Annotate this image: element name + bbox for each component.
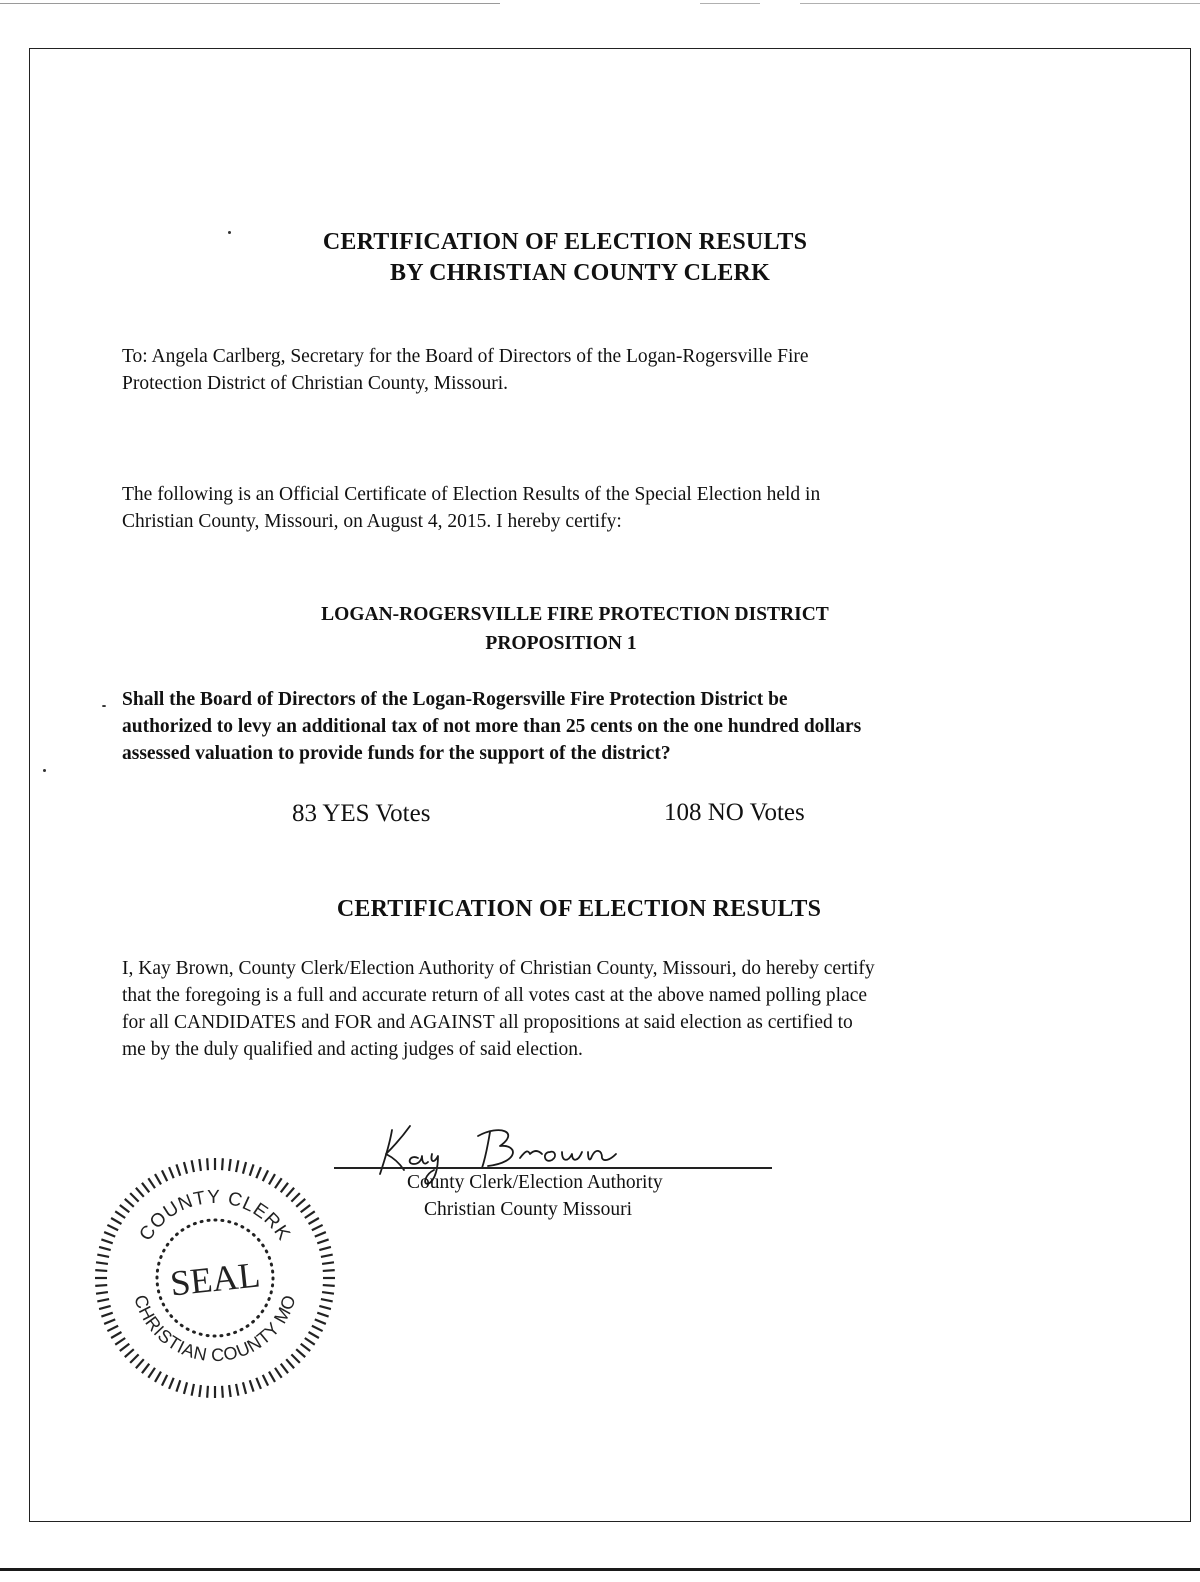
seal-tick [317,1313,328,1317]
seal-tick [95,1270,107,1271]
seal-tick [236,1160,238,1172]
district-heading: LOGAN-ROGERSVILLE FIRE PROTECTION DISTRICT [321,604,829,625]
seal-tick [321,1255,333,1257]
seal-tick [291,1354,299,1362]
seal-tick [162,1170,167,1181]
seal-tick [176,1380,180,1391]
ballot-question [122,686,861,767]
seal-tick [312,1225,323,1230]
seal-tick [323,1285,335,1286]
scan-edge-line [0,3,500,4]
seal-tick [229,1385,231,1397]
seal-tick [111,1332,121,1338]
seal-tick [104,1319,115,1324]
yes-votes: 83 YES Votes [292,800,431,827]
seal-tick [120,1344,130,1351]
seal-tick [162,1375,167,1386]
seal-tick [243,1382,246,1394]
seal-tick [192,1384,194,1396]
seal-tick [312,1326,323,1331]
seal-tick [176,1164,180,1175]
seal-tick [305,1211,315,1218]
seal-tick [136,1188,144,1197]
seal-tick [222,1158,223,1170]
seal-tick [256,1378,261,1389]
seal-tick [99,1247,111,1250]
seal-tick [107,1225,118,1230]
seal-tick [96,1292,108,1294]
seal-tick [281,1364,288,1374]
seal-tick [107,1326,118,1331]
scan-bottom-edge [0,1568,1200,1571]
seal-tick [243,1162,246,1174]
seal-tick [301,1205,311,1212]
seal-tick [322,1292,334,1294]
seal-tick [148,1368,155,1378]
seal-tick [286,1359,294,1368]
seal-tick [319,1306,331,1309]
seal-tick [142,1183,149,1193]
seal-tick [184,1382,187,1394]
signatory-title: County Clerk/Election Authority [407,1172,663,1193]
seal-tick [323,1270,335,1271]
seal-tick [315,1232,326,1237]
seal-tick [296,1349,305,1357]
seal-tick [99,1306,111,1309]
seal-tick [250,1164,254,1175]
seal-tick [130,1354,138,1362]
seal-tick [199,1159,201,1171]
seal-tick [101,1313,112,1317]
seal-tick [155,1372,161,1382]
county-clerk-seal [92,1155,338,1401]
seal-tick [296,1199,305,1207]
seal-tick [301,1344,311,1351]
certification-line4: me by the duly qualified and acting judges of said election. [122,1039,583,1060]
seal-tick [281,1183,288,1193]
seal-tick [115,1211,125,1218]
seal-tick [321,1299,333,1301]
svg-text:COUNTY CLERK: COUNTY CLERK [135,1186,295,1245]
certification-line2: that the foregoing is a full and accurate return of all votes cast at the above named polling place [122,985,868,1006]
seal-tick [317,1239,328,1243]
seal-tick [236,1384,238,1396]
seal-tick [136,1359,144,1368]
scan-speck [43,769,46,772]
seal-tick [322,1262,334,1264]
addressee-line1: To: Angela Carlberg, Secretary for the Board of Directors of the Logan-Rogersville Fire [122,346,809,367]
scan-speck [102,705,106,707]
seal-tick [305,1338,315,1345]
seal-tick [319,1247,331,1250]
seal-tick [101,1239,112,1243]
ballot-question-line1: Shall the Board of Directors of the Logan-Rogersville Fire Protection District be [122,689,788,710]
addressee-line2: Protection District of Christian County, Missouri. [122,373,509,394]
scan-speck [340,1574,343,1577]
scan-edge-line [800,3,1200,4]
seal-tick [250,1380,254,1391]
seal-tick [184,1162,187,1174]
seal-tick [199,1385,201,1397]
no-votes: 108 NO Votes [664,799,805,826]
seal-tick [269,1372,275,1382]
seal-tick [142,1364,149,1374]
signature-line [334,1167,772,1169]
seal-tick [269,1174,275,1184]
proposition-heading: PROPOSITION 1 [485,633,637,654]
seal-tick [97,1299,109,1301]
seal-tick [263,1375,268,1386]
seal-tick [207,1158,208,1170]
seal-tick [96,1262,108,1264]
ballot-question-line3: assessed valuation to provide funds for the support of the district? [122,743,671,764]
seal-tick [275,1178,282,1188]
scan-edge-line [700,3,760,4]
seal-tick [222,1386,223,1398]
seal-tick [169,1378,174,1389]
page-title-line2: BY CHRISTIAN COUNTY CLERK [390,260,770,286]
seal-tick [148,1178,155,1188]
seal-tick [95,1285,107,1286]
seal-tick [115,1338,125,1345]
seal-tick [155,1174,161,1184]
seal-tick [97,1255,109,1257]
seal-tick [263,1170,268,1181]
seal-tick [309,1332,319,1338]
svg-text:CHRISTIAN COUNTY MO: CHRISTIAN COUNTY MO [130,1292,300,1366]
ballot-question-line2: authorized to levy an additional tax of not more than 25 cents on the one hundred dollars [122,716,862,737]
certification-line1: I, Kay Brown, County Clerk/Election Authority of Christian County, Missouri, do hereby certify [122,958,875,979]
seal-tick [120,1205,130,1212]
intro-line1: The following is an Official Certificate of Election Results of the Special Election held in [122,484,821,505]
seal-tick [207,1386,208,1398]
seal-tick [291,1193,299,1201]
seal-tick [169,1167,174,1178]
seal-tick [256,1167,261,1178]
page-title-line1: CERTIFICATION OF ELECTION RESULTS [322,229,808,255]
intro-line2: Christian County, Missouri, on August 4, 2015. I hereby certify: [122,511,622,532]
seal-tick [286,1188,294,1197]
seal-tick [130,1193,138,1201]
seal-tick [125,1349,134,1357]
certification-line3: for all CANDIDATES and FOR and AGAINST all propositions at said election as certified to [122,1012,853,1033]
seal-tick [315,1319,326,1324]
seal-tick [275,1368,282,1378]
signatory-county: Christian County Missouri [424,1199,633,1220]
certification-heading: CERTIFICATION OF ELECTION RESULTS [336,896,822,922]
seal-tick [104,1232,115,1237]
svg-text:SEAL: SEAL [168,1254,262,1304]
seal-tick [192,1160,194,1172]
seal-tick [125,1199,134,1207]
seal-tick [309,1218,319,1224]
seal-tick [229,1159,231,1171]
seal-tick [111,1218,121,1224]
